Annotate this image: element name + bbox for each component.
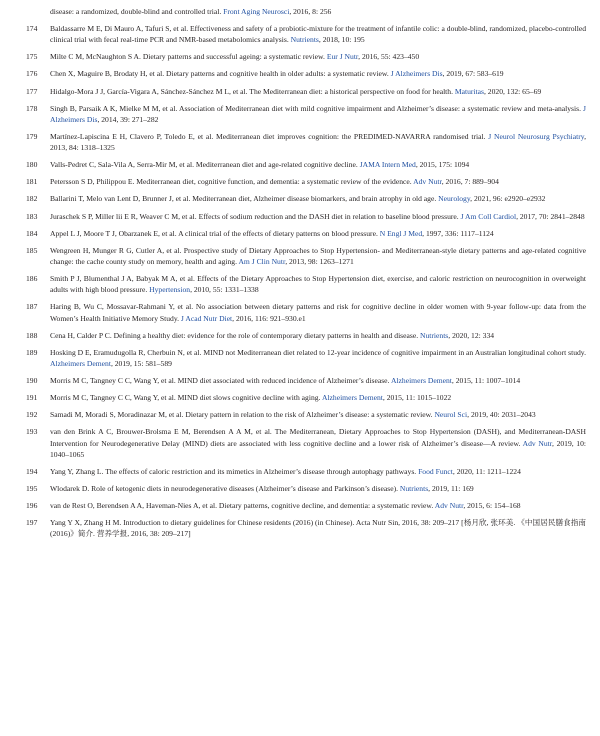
journal-link[interactable]: Front Aging Neurosci — [223, 7, 290, 16]
journal-link[interactable]: N Engl J Med — [379, 228, 423, 238]
reference-text: Milte C M, McNaughton S A. Dietary patterns and successful ageing: a systematic review. Eur J Nutr, 2016, 55: 423–450 — [50, 52, 420, 62]
reference-number: 189 — [26, 347, 38, 357]
reference-item — [26, 68, 586, 79]
journal-link[interactable]: Am J Clin Nutr — [238, 256, 286, 266]
journal-link[interactable]: Food Funct — [418, 466, 453, 476]
journal-link[interactable]: Maturitas — [454, 86, 484, 96]
reference-item — [26, 193, 586, 204]
reference-item — [26, 392, 586, 403]
reference-text: van den Brink A C, Brouwer-Brolsma E M, Berendsen A A M, et al. The Mediterranean, Dietary Approaches to Stop Hypertension (DASH), and Mediterranean-DASH Intervention for Neurodegenerative Delay (MIND) diets are associated with less cognitive decline and a lower risk of Alzheimer’s disease—A review. Adv Nutr, 2019, 10: 1040–1065 — [50, 427, 587, 459]
journal-link[interactable]: J Am Coll Cardiol — [460, 211, 517, 221]
reference-item — [26, 273, 586, 295]
journal-link[interactable]: J Alzheimers Dis — [50, 103, 586, 124]
reference-text: Chen X, Maguire B, Brodaty H, et al. Dietary patterns and cognitive health in older adults: a systematic review. J Alzheimers Dis, 2019, 67: 583–619 — [50, 69, 504, 79]
journal-link[interactable]: Alzheimers Dement — [50, 358, 111, 368]
journal-link[interactable]: Adv Nutr — [434, 500, 464, 510]
reference-item — [26, 211, 586, 222]
reference-item — [26, 131, 586, 153]
reference-text: Baldassarre M E, Di Mauro A, Tafuri S, et al. Effectiveness and safety of a probiotic-mixture for the treatment of infantile colic: a double-blind, randomized, placebo-controlled clinical trial with fecal real-time PCR and NMR-based metabolomics analysis. Nutrients, 2018, 10: 195 — [50, 24, 586, 45]
reference-number: 188 — [26, 330, 38, 340]
reference-number: 174 — [26, 24, 38, 34]
reference-item — [26, 86, 586, 97]
journal-link[interactable]: Adv Nutr — [522, 438, 553, 448]
reference-text: Cena H, Calder P C. Defining a healthy diet: evidence for the role of contemporary dietary patterns in health and disease. Nutrients, 2020, 12: 334 — [50, 330, 495, 340]
reference-number: 180 — [26, 160, 38, 170]
reference-item — [26, 347, 586, 369]
reference-text: van de Rest O, Berendsen A A, Haveman-Nies A, et al. Dietary patterns, cognitive decline, and dementia: a systematic review. Adv Nutr, 2015, 6: 154–168 — [50, 500, 521, 510]
reference-item — [26, 375, 586, 386]
journal-link[interactable]: Nutrients — [290, 35, 319, 45]
reference-text: Juraschek S P, Miller lii E R, Weaver C M, et al. Effects of sodium reduction and the DASH diet in relation to baseline blood pressure. J Am Coll Cardiol, 2017, 70: 2841–2848 — [50, 211, 585, 221]
journal-link[interactable]: Nutrients — [399, 483, 429, 493]
reference-number: 185 — [26, 245, 38, 255]
journal-link[interactable]: J Alzheimers Dis — [390, 69, 443, 79]
reference-text: Yang Y, Zhang L. The effects of caloric restriction and its mimetics in Alzheimer’s disease through autophagy pathways. Food Funct, 2020, 11: 1211–1224 — [50, 466, 521, 476]
reference-text: Samadi M, Moradi S, Moradinazar M, et al. Dietary pattern in relation to the risk of Alzheimer’s disease: a systematic review. Neurol Sci, 2019, 40: 2031–2043 — [50, 410, 536, 420]
reference-number: 178 — [26, 103, 38, 113]
journal-link[interactable]: Neurology — [438, 194, 471, 204]
journal-link[interactable]: Eur J Nutr — [326, 52, 359, 62]
reference-text: Haring B, Wu C, Mossavar-Rahmani Y, et al. No association between dietary patterns and risk for cognitive decline in older women with 9-year follow-up: data from the Women’s Health Initiative Memory Study. J Acad Nutr Diet, 2016, 116: 921–930.e1 — [50, 302, 586, 323]
reference-text: Petersson S D, Philippou E. Mediterranean diet, cognitive function, and dementia: a systematic review of the evidence. Adv Nutr, 2016, 7: 889–904 — [50, 177, 499, 187]
reference-item — [26, 23, 586, 45]
reference-number: 179 — [26, 131, 38, 141]
journal-link[interactable]: Nutrients — [420, 330, 449, 340]
journal-link[interactable]: J Neurol Neurosurg Psychiatry — [488, 131, 585, 141]
journal-link[interactable]: Alzheimers Dement — [390, 376, 452, 386]
reference-text: Valls-Pedret C, Sala-Vila A, Serra-Mir M, et al. Mediterranean diet and age-related cognitive decline. JAMA Intern Med, 2015, 175: 1094 — [50, 160, 470, 170]
reference-number — [26, 6, 50, 17]
journal-link[interactable]: J Acad Nutr Diet — [180, 313, 233, 323]
reference-number: 192 — [26, 410, 38, 420]
reference-item — [26, 426, 586, 460]
reference-text: Appel L J, Moore T J, Obarzanek E, et al. A clinical trial of the effects of dietary patterns on blood pressure. N Engl J Med, 1997, 336: 1117–1124 — [50, 228, 494, 238]
reference-number: 175 — [26, 52, 38, 62]
reference-item — [26, 517, 586, 539]
reference-number: 193 — [26, 427, 38, 437]
reference-item — [26, 6, 586, 17]
reference-text: Ballarini T, Melo van Lent D, Brunner J, et al. Mediterranean diet, Alzheimer disease biomarkers, and brain atrophy in old age. Neurology, 2021, 96: e2920–e2932 — [50, 194, 546, 204]
reference-item — [26, 483, 586, 494]
reference-text: Morris M C, Tangney C C, Wang Y, et al. MIND diet slows cognitive decline with aging. Alzheimers Dement, 2015, 11: 1015–1022 — [50, 393, 452, 403]
reference-item — [26, 103, 586, 125]
reference-item — [26, 51, 586, 62]
reference-number: 182 — [26, 194, 38, 204]
reference-number: 177 — [26, 86, 38, 96]
reference-number: 187 — [26, 302, 38, 312]
journal-link[interactable]: JAMA Intern Med — [359, 160, 416, 170]
reference-number: 184 — [26, 228, 38, 238]
reference-text: disease: a randomized, double-blind and controlled trial. Front Aging Neurosci, 2016, 8: 256 — [50, 7, 332, 16]
reference-item — [26, 330, 586, 341]
journal-link[interactable]: Adv Nutr — [413, 177, 442, 187]
reference-item — [26, 159, 586, 170]
reference-text: Martínez-Lapiscina E H, Clavero P, Toledo E, et al. Mediterranean diet improves cognition: the PREDIMED-NAVARRA randomised trial. J Neurol Neurosurg Psychiatry, 2013, 84: 1318–1325 — [50, 131, 586, 153]
reference-text: Hidalgo-Mora J J, García-Vigara A, Sánchez-Sánchez M L, et al. The Mediterranean diet: a historical perspective on food for health. Maturitas, 2020, 132: 65–69 — [50, 86, 542, 96]
reference-number: 181 — [26, 177, 38, 187]
reference-number: 186 — [26, 274, 38, 284]
reference-item — [26, 301, 586, 323]
reference-text: Yang Y X, Zhang H M. Introduction to dietary guidelines for Chinese residents (2016) (in Chinese). Acta Nutr Sin, 2016, 38: 209–217 [杨月欣, 张环美. 《中国居民膳食指南(2016)》简介. 营养学报, 2016, 38: 209–217] — [50, 518, 586, 539]
reference-text: Morris M C, Tangney C C, Wang Y, et al. MIND diet associated with reduced incidence of Alzheimer’s disease. Alzheimers Dement, 2015, 11: 1007–1014 — [50, 376, 521, 386]
reference-text: Singh B, Parsaik A K, Mielke M M, et al. Association of Mediterranean diet with mild cognitive impairment and Alzheimer’s disease: a systematic review and meta-analysis. J Alzheimers Dis, 2014, 39: 271–282 — [50, 103, 586, 124]
reference-text: Hosking D E, Eramudugolla R, Cherbuin N, et al. MIND not Mediterranean diet related to 12-year incidence of cognitive impairment in an Australian longitudinal cohort study. Alzheimers Dement, 2019, 15: 581–589 — [50, 347, 586, 368]
journal-link[interactable]: Alzheimers Dement — [321, 393, 383, 403]
reference-text: Wlodarek D. Role of ketogenic diets in neurodegenerative diseases (Alzheimer’s disease and Parkinson’s disease). Nutrients, 2019, 11: 169 — [50, 483, 474, 493]
reference-item — [26, 409, 586, 420]
journal-link[interactable]: Hypertension — [149, 285, 191, 295]
reference-item — [26, 500, 586, 511]
reference-number: 190 — [26, 376, 38, 386]
reference-item — [26, 176, 586, 187]
reference-item — [26, 228, 586, 239]
reference-number: 176 — [26, 69, 38, 79]
reference-number: 191 — [26, 393, 38, 403]
reference-number: 197 — [26, 518, 38, 528]
reference-number: 196 — [26, 500, 38, 510]
reference-number: 195 — [26, 483, 38, 493]
reference-item — [26, 466, 586, 477]
reference-number: 194 — [26, 466, 38, 476]
reference-text: Smith P J, Blumenthal J A, Babyak M A, et al. Effects of the Dietary Approaches to Stop Hypertension diet, exercise, and caloric restriction on neurocognition in overweight adults with high blood pressure. Hypertension, 2010, 55: 1331–1338 — [50, 274, 586, 295]
journal-link[interactable]: Neurol Sci — [434, 410, 468, 420]
reference-item — [26, 245, 586, 267]
reference-text: Wengreen H, Munger R G, Cutler A, et al. Prospective study of Dietary Approaches to Stop Hypertension- and Mediterranean-style dietary patterns and age-related cognitive change: the cache county study on memory, health and aging. Am J Clin Nutr, 2013, 98: 1263–1271 — [50, 245, 586, 266]
reference-number: 183 — [26, 211, 38, 221]
